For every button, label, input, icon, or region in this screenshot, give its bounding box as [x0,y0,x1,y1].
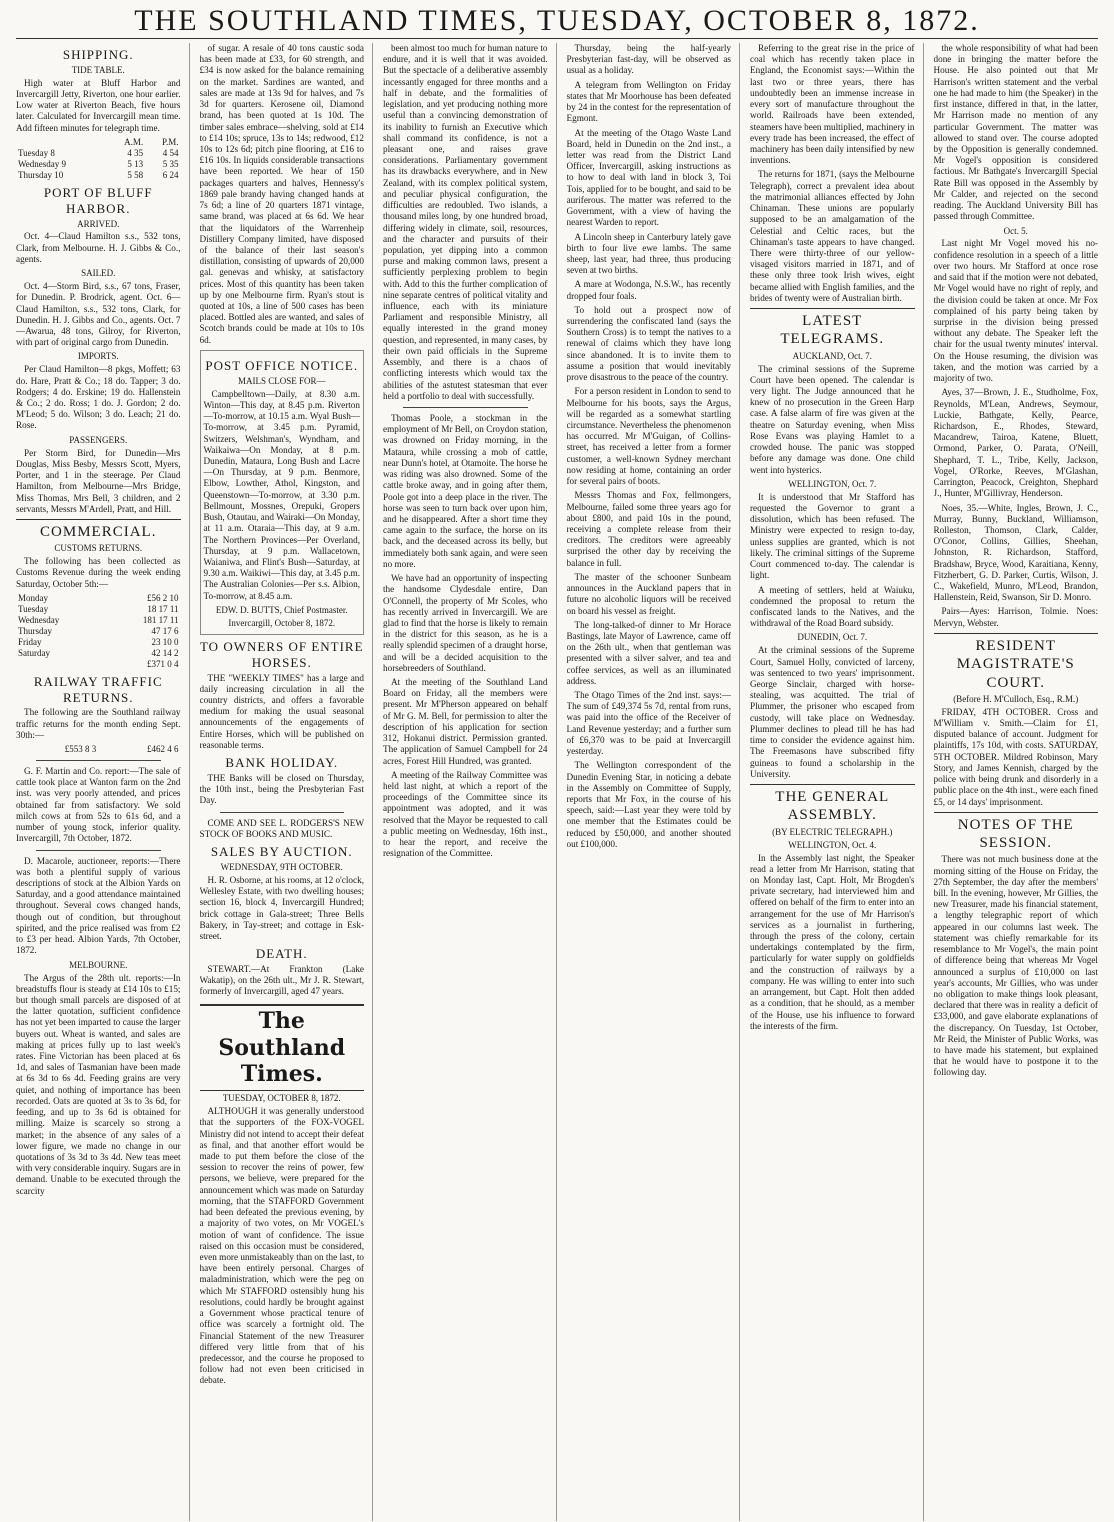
telegram-text: At the criminal sessions of the Supreme Court, Samuel Holly, convicted of larceny, was sentenced to two years' imprisonment. George Sinclair, charged with horse-stealing, was acquitted. The trial of Plummer, the prisoner who escaped from custody, will take place on Wednesday. Plummer declines to plead till he has had time to consider the evidence against him. The Freemasons have subscribed fifty guineas to found a scholarship in the University. [750,645,915,779]
tide-table [16,137,181,181]
division-pairs: Pairs—Ayes: Harrison, Tolmie. Noes: Mervyn, Webster. [933,606,1098,628]
railway-total: £462 4 6 [147,744,179,755]
passengers-text: Per Storm Bird, for Dunedin—Mrs Douglas, Miss Besby, Messrs Scott, Myers, Porter, and 1 in the steerage. Per Claud Hamilton, from Melbourne—Mrs Bridge, Miss Thomas, Mrs Bell, 3 children, and 2 servants, Messrs M'Ardell, Pratt, and Hill. [16,447,181,514]
sailed-label: SAILED. [81,268,116,279]
melbourne-report: The Argus of the 28th ult. reports:—In breadstuffs flour is steady at £14 10s to £15; but though small parcels are disposed of at the latter quotation, sufficient confidence has not yet been imparted to cause the larger buyers out. Wheat is wanted, and sales are making at prices fully up to last week's rates. Fine Victorian has been placed at 6s 1d, and sales of Tasmanian have been made at 6s 3d to 6s 4d. Feeding grains are very quiet, and nothing of importance has been recorded. Oats are quoted at 3s to 3s 6d, for feeding, and up to 3s 6d is obtained for milling. Maize is scarcely so strong a market; in the absence of any sales of a lower figure, we made no change in our quotations of 3s 3d to 3s 4d. New teas meet with very considerable inquiry. Sugars are in demand. Unable to be executed through the scarcity [16,972,181,1196]
telegram-text: A meeting of settlers, held at Waiuku, condemned the proposal to return the confiscated lands to the Natives, and the withdrawal of the Road Board subsidy. [750,584,915,629]
customs-table [16,593,181,670]
tide-cell: 5 35 [162,158,179,169]
telegram-dateline: WELLINGTON, Oct. 7. [788,478,877,489]
assembly-heading: THE GENERAL ASSEMBLY. [750,784,915,825]
death-heading: DEATH. [255,946,308,962]
paper-title: The Southland Times. [200,1004,365,1091]
horses-body: THE "WEEKLY TIMES" has a large and daily increasing circulation in all the country districts, and offers a favorable medium for making the usual seasonal announcements of the engagements of Entire Horses, which will be published on reasonable terms. [199,672,364,750]
leading-article: ALTHOUGH it was generally understood that the supporters of the FOX-VOGEL Ministry did not intend to accept their defeat as final, and that another effort would be made to put them before the close of the session to recover the reins of power, few persons, we believe, were prepared for the announcement which was made on Saturday morning, that the STAFFORD Government had been defeated the previous evening, by a majority of two votes, on Mr VOGEL's motion of want of confidence. The issue raised on this occasion must be considered, even more unmistakeably than on the last, to have been entirely personal. Charges of maladministration, which were the peg on which Mr STAFFORD ostensibly hung his resolutions, could hardly be brought against a Government whose practical tenure of office was scarcely a fortnight old. The Financial Statement of the new Treasurer differed very little from that of his predecessor, and the course he proposed to follow had not even been criticised in debate. [199,1106,364,1386]
telegrams-heading: LATEST TELEGRAMS. [750,308,915,349]
column-5 [750,43,924,1521]
tide-cell: 4 35 [127,147,144,158]
death-notice: STEWART.—At Frankton (Lake Wakatip), on the 26th ult., Mr J. R. Stewart, formerly of Invercargill, aged 47 years. [199,964,364,997]
customs-row [16,648,181,659]
assembly-dateline: Oct. 5. [1003,225,1028,236]
divider [220,812,345,813]
auction-body: H. R. Osborne, at his rooms, at 12 o'clock, Wellesley Estate, with two dwelling houses; section 16, block 4, Invercargill Hundred; brick cottage in Gala-street; Three Bells Bakery, in Tay-street; and cottage in Esk-street. [199,874,364,941]
customs-day: Monday [18,592,48,603]
market-report: D. Macarole, auctioneer, reports:—There was both a plentiful supply of various descriptions of stock at the Albion Yards on Saturday, and a good attendance maintained throughout. Several cows changed hands, though out of condition, but throughout spirited, and the price realised was from £2 to £3 per head. Albion Yards, 7th October, 1872. [16,855,181,956]
customs-row [16,593,181,604]
auction-date: WEDNESDAY, 9TH OCTOBER. [220,861,343,872]
notes-body: There was not much business done at the morning sitting of the House on Friday, the 27th September, the day after the members' bill. In the evening, however, Mr Gillies, the new Treasurer, made his financial statement, a lengthy telegraphic report of which appeared in our columns last week. The statement was chiefly remarkable for its resemblance to Mr Vogel's, the main point of difference being that whereas Mr Vogel announced a surplus of £10,000 on last year's accounts, Mr Gillies, who was under no obligation to make things look pleasant, declared that there was in reality a deficit of £33,000, and gave elaborate explanations of the discrepancy. On Tuesday, 1st October, Mr Reid, the Minister of Public Works, was to have made his statement, but explained that he would have to postpone it to the following day. [933,854,1098,1078]
division-ayes: Ayes, 37—Brown, J. E., Studholme, Fox, Reynolds, M'Lean, Andrews, Seymour, Luckie, Bathgate, Kelly, Pearce, Richardson, E., Rhodes, Steward, Macandrew, Tairoa, Katene, Bluett, Ormond, Parker, O. Parata, O'Neill, Shephard, T. L., Tribe, Kelly, Jackson, Vogel, O'Rorke, Reeves, M'Glashan, Carrington, Peacock, Creighton, Shephard J., Hunter, M'Gillivray, Henderson. [933,387,1098,499]
news-item: Messrs Thomas and Fox, fellmongers, Melbourne, failed some three years ago for about £800, and paid 10s in the pound, receiving a complete release from their creditors. The creditors were agreeably surprised the other day by receiving the balance in full. [566,490,731,568]
customs-total: £371 0 4 [147,658,179,669]
division-noes: Noes, 35.—White, Ingles, Brown, J. C., Murray, Bunny, Buckland, Williamson, Rolleston, Thomson, Clark, Calder, O'Conor, Collins, Gillies, Sheehan, Johnston, R. Richardson, Stafford, Bradshaw, Bryce, Wood, Karaitiana, Kenny, Fitzherbert, G. D. Parker, Curtis, Wilson, J. C., Wakefield, Munro, M'Leod, Brandon, Hallenstein, Reid, Swanson, Sir D. Monro. [933,502,1098,603]
tide-header-cell: A.M. [124,136,144,147]
paper-date: TUESDAY, OCTOBER 8, 1872. [222,1093,341,1104]
column-4 [567,43,741,1521]
tide-row [16,170,181,181]
passengers-label: PASSENGERS. [69,434,128,445]
tide-cell: 5 13 [127,158,144,169]
sailed-text: Oct. 4—Storm Bird, s.s., 67 tons, Fraser, for Dunedin. P. Brodrick, agent. Oct. 6—Claud Hamilton, s.s., 532 tons, Clark, for Dunedin. H. J. Gibbs and Co., agents. Oct. 7—Awarua, 48 tons, Gilroy, for Riverton, with part of original cargo from Dunedin. [16,281,181,348]
tide-row [16,159,181,170]
customs-total-row [16,659,181,670]
market-report: G. F. Martin and Co. report:—The sale of cattle took place at Wanton farm on the 2nd inst. was very poorly attended, and prices obtained far from satisfactory. We sold milch cows at from 52s to 61s 6d, and a number of young stock, inferior quality. Invercargill, 7th October, 1872. [16,766,181,844]
telegram-text: It is understood that Mr Stafford has requested the Governor to grant a dissolution, which has been refused. The Ministry were expected to resign to-day, unless supplies are granted, which is not likely. The criminal sittings of the Supreme Court commenced to-day. The calendar is light. [750,491,915,581]
column-3 [383,43,557,1521]
tide-header-row [16,137,181,148]
news-item: A telegram from Wellington on Friday states that Mr Moorhouse has been defeated by 24 in the contest for the representation of Egmont. [566,79,731,124]
tide-cell: 4 54 [162,147,179,158]
customs-amount: 18 17 11 [147,603,179,614]
customs-row [16,615,181,626]
tide-header-cell: P.M. [161,136,179,147]
assembly-report: In the Assembly last night, the Speaker read a letter from Mr Harrison, stating that on Monday last, Capt. Holt, Mr Brogden's private secretary, had interviewed him and offered on behalf of the firm to enter into an arrangement for the use of Mr Harrison's services as a journalist in furthering, through the press of the colony, certain undertakings contemplated by the firm, particularly for water supply on goldfields and the construction of railways by a company. He was willing to enter into such an arrangement, but Capt. Holt then added as a condition, that he should, as a member of the House, use his influence to forward the interests of the firm. [750,852,915,1031]
telegram-text: The criminal sessions of the Supreme Court have been opened. The calendar is very light. The Judge announced that he knew of no prosecution in the Green Harp case. A false alarm of fire was given at the theatre on Saturday evening, when Miss Rose Evans was playing Hamlet to a crowded house. The panic was stopped before any damage was done. One child went into hysterics. [750,363,915,475]
news-item: To hold out a prospect now of surrendering the confiscated land (says the Southern Cross) is to tempt the natives to a renewal of claims which they have long since abandoned. It is to invite them to assume a position that would inevitably prove disastrous to the peace of the country. [566,304,731,383]
shipping-heading: SHIPPING. [62,47,134,62]
news-item: The returns for 1871, (says the Melbourne Telegraph), correct a prevalent idea about the matrimonial alliances effected by John Chinaman. These unions are popularly supposed to be an amalgamation of the Celestial and Celtic races, but the Chinaman's taste appears to have changed. There were thirty-three of our yellow-visaged visitors married in 1871, and of these only three took Irish wives, eight became allied with English families, and the brides of twenty were of Australian birth. [750,169,915,303]
assembly-report: Last night Mr Vogel moved his no-confidence resolution in a speech of a little over two hours. Mr Stafford at once rose and said that if the motion were not debated, Mr Vogel would have no right of reply, and the division could be taken at once. Mr Fox complained of his party being taken by surprise in the division being pressed without any debate. The Speaker left the chair for the usual twenty minutes' interval. On the House resuming, the division was taken, and the motion was carried by a majority of two. [933,238,1098,384]
news-item: At the meeting of the Southland Land Board on Friday, all the members were present. Mr M'Pherson appeared on behalf of Mr G. M. Bell, for permission to alter the description of his application for section 312, Hokanui district. Permission granted. The application of Samuel Campbell for 24 acres, Forest Hill Hundred, was granted. [383,677,548,766]
news-item: Thomas Poole, a stockman in the employment of Mr Bell, on Croydon station, was drowned on Friday morning, in the Mataura, while crossing a mob of cattle, near Dunn's hotel, at Otamoite. The horse he was riding was also drowned. Some of the cattle broke away, and in going after them, Poole got into a deep place in the river. The horse was seen to turn back over upon him, and he disappeared. After a short time they came again to the surface, the horse on its back, and the deceased across its belly, but immediately both sank again, and were seen no more. [383,413,548,569]
customs-row [16,626,181,637]
tide-note: High water at Bluff Harbor and Invercargill Jetty, Riverton, one hour earlier. Low water at Riverton Beach, five hours later. Calculated for Invercargill mean time. Add fifteen minutes for telegraph time. [16,77,181,133]
masthead: THE SOUTHLAND TIMES, TUESDAY, OCTOBER 8, 1872. [16,0,1098,39]
customs-amount: £56 2 10 [147,592,179,603]
news-item: A meeting of the Railway Committee was held last night, at which a report of the proceedings of the Committee since its appointment was adopted, and it was resolved that the Mayor be requested to call a public meeting on Wednesday, 16th inst., to hear the report, and receive the resignation of the Committee. [383,769,548,859]
customs-amount: 181 17 11 [142,614,179,625]
column-2 [200,43,374,1521]
customs-day: Saturday [18,647,50,658]
arrived-text: Oct. 4—Claud Hamilton s.s., 532 tons, Clark, from Melbourne. H. J. Gibbs & Co., agents. [16,231,181,264]
customs-day: Wednesday [18,614,60,625]
auction-heading: SALES BY AUCTION. [210,844,353,860]
tide-row [16,148,181,159]
telegram-dateline: AUCKLAND, Oct. 7. [792,350,872,361]
post-office-date: Invercargill, October 8, 1872. [228,617,336,628]
customs-row [16,637,181,648]
customs-row [16,604,181,615]
post-office-body: Campbelltown—Daily, at 8.30 a.m. Winton—This day, at 8.45 p.m. Riverton—To-morrow, at 10.15 a.m. Wyal Bush—To-morrow, at 3.45 p.m. Pyramid, Switzers, Welshman's, Wyndham, and Waikaiwa—On Monday, at 8 p.m. Dunedin, Mataura, Long Bush and Lacre—On Thursday, at 9 p.m. Benmore, Elbow, Lowther, Athol, Kingston, and Queenstown—To-morrow, at 3.30 p.m. Bellmount, Mossnes, Orepuki, Gropers Bush, Otautau, and Wairaki—On Monday, at 11 a.m. Otaraia—This day, at 9 a.m. The Northern Provinces—Per Overland, Thursday, at 9 p.m. Wallacetown, Waianiwa, and Flint's Bush—Saturday, at 9.30 a.m. Waikiwi—This day, at 3.45 p.m. The Australian Colonies—Per s.s. Albion, To-morrow, at 8.45 a.m. [203,388,360,601]
news-item: Thursday, being the half-yearly Presbyterian fast-day, will be observed as usual as a holiday. [566,43,731,76]
customs-day: Thursday [18,625,52,636]
news-item: We have had an opportunity of inspecting the handsome Clydesdale entire, Dan O'Connell, the property of Mr Scoles, who has recently arrived in Invercargill. We are glad to find that the horse is likely to remain in the district for this season, as he is a really splendid specimen of a draught horse, and will be a decided acquisition to the horsebreeders of Southland. [383,573,548,673]
market-continuation: of sugar. A resale of 40 tons caustic soda has been made at £33, for 60 strength, and £34 is now asked for the balance remaining on the market. Sardines are wanted, and sales are made at 13s 9d for halves, and 7s 3d for quarters. Kerosene oil, Diamond brand, has been quoted at 1s 10d. The timber sales embrace—shelving, sold at £14 to £14 10s; spruce, 13s to 14s; redwood, £12 10s to 12s 6d; pitch pine flooring, at £16 to £16 10s. In liquids considerable transactions have been reported. We hear of 150 packages quarters and halves, Hennessy's 1869 pale brandy having changed hands at 7s 6d; a line of 20 quarters 1871 vintage, same brand, was placed at 6s 6d. We hear that the liquidators of the Warrenheip Distillery Company limited, have disposed of the balance of their last season's distillation, consisting of upwards of 20,000 gal. genevas and whisky, at satisfactory prices. Most of this quantity has been taken up by one Melbourne firm. Ryan's stout is quoted at 10s, a line of 500 cases has been placed. Bottled ales are wanted, and sales of Scotch brands could be made at 10s to 10s 6d. [199,43,364,345]
tide-header-cell [16,137,106,148]
assembly-continuation: the whole responsibility of what had been done in bringing the matter before the House. He also pointed out that Mr Harrison's written statement and the verbal one he had made to him (the Speaker) in the first instance, differed in that, in the latter, Mr Harrison made no mention of any particular Government. The matter was allowed to stand over. The course adopted by the Opposition is generally condemned. Mr Vogel's opposition is considered factious. Mr Bathgate's Invercargill Special Rate Bill was opposed in the Assembly by Mr Calder, and rejected on the second reading. The Auckland University Bill has passed through Committee. [933,43,1098,222]
books-advert: COME AND SEE L. RODGERS'S NEW STOCK OF BOOKS AND MUSIC. [199,817,364,839]
customs-amount: 47 17 6 [151,625,179,636]
bank-holiday-body: THE Banks will be closed on Thursday, the 10th inst., being the Presbyterian Fast Day. [199,772,364,806]
divider [36,850,161,851]
divider [403,407,528,408]
postmaster-signature: EDW. D. BUTTS, Chief Postmaster. [215,604,348,615]
customs-day: Friday [18,636,42,647]
port-heading: PORT OF BLUFF HARBOR. [43,184,153,216]
telegram-dateline: DUNEDIN, Oct. 7. [797,632,868,643]
railway-note: The following are the Southland railway traffic returns for the month ending Sept. 30th:— [16,707,181,740]
divider [36,760,161,761]
court-report: FRIDAY, 4TH OCTOBER. Cross and M'William v. Smith.—Claim for £1, disputed balance of account. Judgment for plaintiffs, 17s 10d, with costs. SATURDAY, 5TH OCTOBER. Mildred Robinson, Mary Story, and James Kennish, charged by the police with being drunk and disorderly in a public place on the 4th inst., were each fined £5, or 14 days' imprisonment. [933,706,1098,807]
news-item: For a person resident in London to send to Melbourne for his boots, says the Argus, will be regarded as a somewhat startling circumstance. Nevertheless the phenomenon has occurred. Mr M'Guigan, of Collins-street, has received a letter from a former customer, a well-known Sydney merchant now residing at home, containing an order for several pairs of boots. [566,386,731,487]
imports-label: IMPORTS. [77,351,119,362]
post-office-heading: POST OFFICE NOTICE. [205,357,359,373]
assembly-subheading: (BY ELECTRIC TELEGRAPH.) [772,826,893,837]
tide-cell: 6 24 [162,169,179,180]
customs-heading: CUSTOMS RETURNS. [54,543,143,554]
melbourne-heading: MELBOURNE. [69,959,128,970]
news-item: A Lincoln sheep in Canterbury lately gave birth to four live ewe lambs. The same sheep, last year, had three, thus producing seven at two births. [566,231,731,276]
mails-close-label: MAILS CLOSE FOR— [237,375,326,386]
railway-heading: RAILWAY TRAFFIC RETURNS. [33,673,163,705]
news-item: A mare at Wodonga, N.S.W., has recently dropped four foals. [566,279,731,301]
customs-day: Tuesday [18,603,49,614]
post-office-notice [200,350,365,635]
bank-holiday-heading: BANK HOLIDAY. [225,755,339,771]
horses-heading: TO OWNERS OF ENTIRE HORSES. [199,638,364,670]
tide-cell: 5 58 [127,169,144,180]
arrived-label: ARRIVED. [77,218,120,229]
leader-continuation: been almost too much for human nature to endure, and it is well that it was avoided. But the spectacle of a deliberative assembly incessantly engaged for three months and a half in debate, and the formalities of legislation, and yet producing nothing more useful than a convincing demonstration of its inability to furnish an Executive which shall command its confidence, is not a pleasant one, and raises grave considerations. Parliamentary government has its drawbacks everywhere, and in New Zealand, with its complex political system, and peculiar physical configuration, the difficulties are redoubled. Two islands, a thousand miles long, by one hundred broad, differing widely in climate, soil, resources, and the character and pursuits of their population, yet dipping into a common purse and making common laws, present a sufficiently perplexing problem to begin with. Add to this the further complication of nine separate centres of political vitality and influence, each with its miniature Parliament and responsible Ministry, all equally interested in the grand money question, and represented, in many cases, by their own paid officials in the Supreme Assembly, and there is a chaos of conflicting interests which would tax the abilities of the astutest statesman that ever held a portfolio to deal with successfully. [383,43,548,401]
assembly-dateline: WELLINGTON, Oct. 4. [788,839,877,850]
railway-totals [16,744,181,755]
customs-amount: 23 10 0 [151,636,179,647]
commercial-heading: COMMERCIAL. [16,519,181,541]
imports-text: Per Claud Hamilton—8 pkgs, Moffett; 63 do. Hare, Pratt & Co.; 18 do. Tapper; 3 do. Rodgers; 4 do. Erskine; 19 do. Hallenstein & Co.; 2 do. Ross; 1 do. J. Gordon; 2 do. M'Leod; 5 do. Wilson; 3 do. Leach; 21 do. Rose. [16,364,181,431]
court-subheading: (Before H. M'Culloch, Esq., R.M.) [953,693,1079,704]
tide-cell: Tuesday 8 [18,147,55,158]
notes-heading: NOTES OF THE SESSION. [934,812,1099,853]
news-item: The long-talked-of dinner to Mr Horace Bastings, late Mayor of Lawrence, came off on the 26th ult., when that gentleman was presented with a silver salver, and tea and coffee services, as well as an illuminated address. [566,619,731,686]
news-item: Referring to the great rise in the price of coal which has recently taken place in England, the Economist says:—Within the last two or three years, there has undoubtedly been an immense increase in every sort of manufacture throughout the world. Railroads have been extended, steamers have been multiplied, machinery in every trade has been increased, the effect of machinery has been daily intensified by new inventions. [750,43,915,166]
customs-amount: 42 14 2 [151,647,179,658]
news-item: The Wellington correspondent of the Dunedin Evening Star, in noticing a debate in the Assembly on Committee of Supply, reports that Mr Fox, in the course of his speech, said:—Last year they were told by one member that the Estimates could be reduced by £50,000, and another shouted out £100,000. [566,760,731,849]
news-item: At the meeting of the Otago Waste Land Board, held in Dunedin on the 2nd inst., a letter was read from the District Land Officer, Invercargill, asking instructions as to how to deal with land in block 3, Toi Tois, applied for to be bought, and said to be auriferous. The matter was referred to the Government, with a view of having the nearest Warden to report. [566,127,731,228]
columns [16,43,1098,1521]
customs-note: The following has been collected as Customs Revenue during the week ending Saturday, October 5th:— [16,556,181,589]
column-1 [16,43,190,1521]
news-item: The Otago Times of the 2nd inst. says:—The sum of £49,374 5s 7d, rental from runs, was paid into the office of the Receiver of Land Revenue yesterday; and a further sum of £6,370 was to be paid at Invercargill yesterday. [566,690,731,757]
court-heading: RESIDENT MAGISTRATE'S COURT. [934,633,1099,692]
tide-heading: TIDE TABLE. [71,64,125,75]
tide-cell: Thursday 10 [18,169,64,180]
news-item: The master of the schooner Sunbeam announces in the Auckland papers that in future no alcoholic liquors will be received on board his vessel as freight. [566,571,731,616]
tide-cell: Wednesday 9 [18,158,67,169]
column-6 [934,43,1099,1521]
railway-total-row [16,744,181,755]
railway-total: £553 8 3 [64,744,97,755]
